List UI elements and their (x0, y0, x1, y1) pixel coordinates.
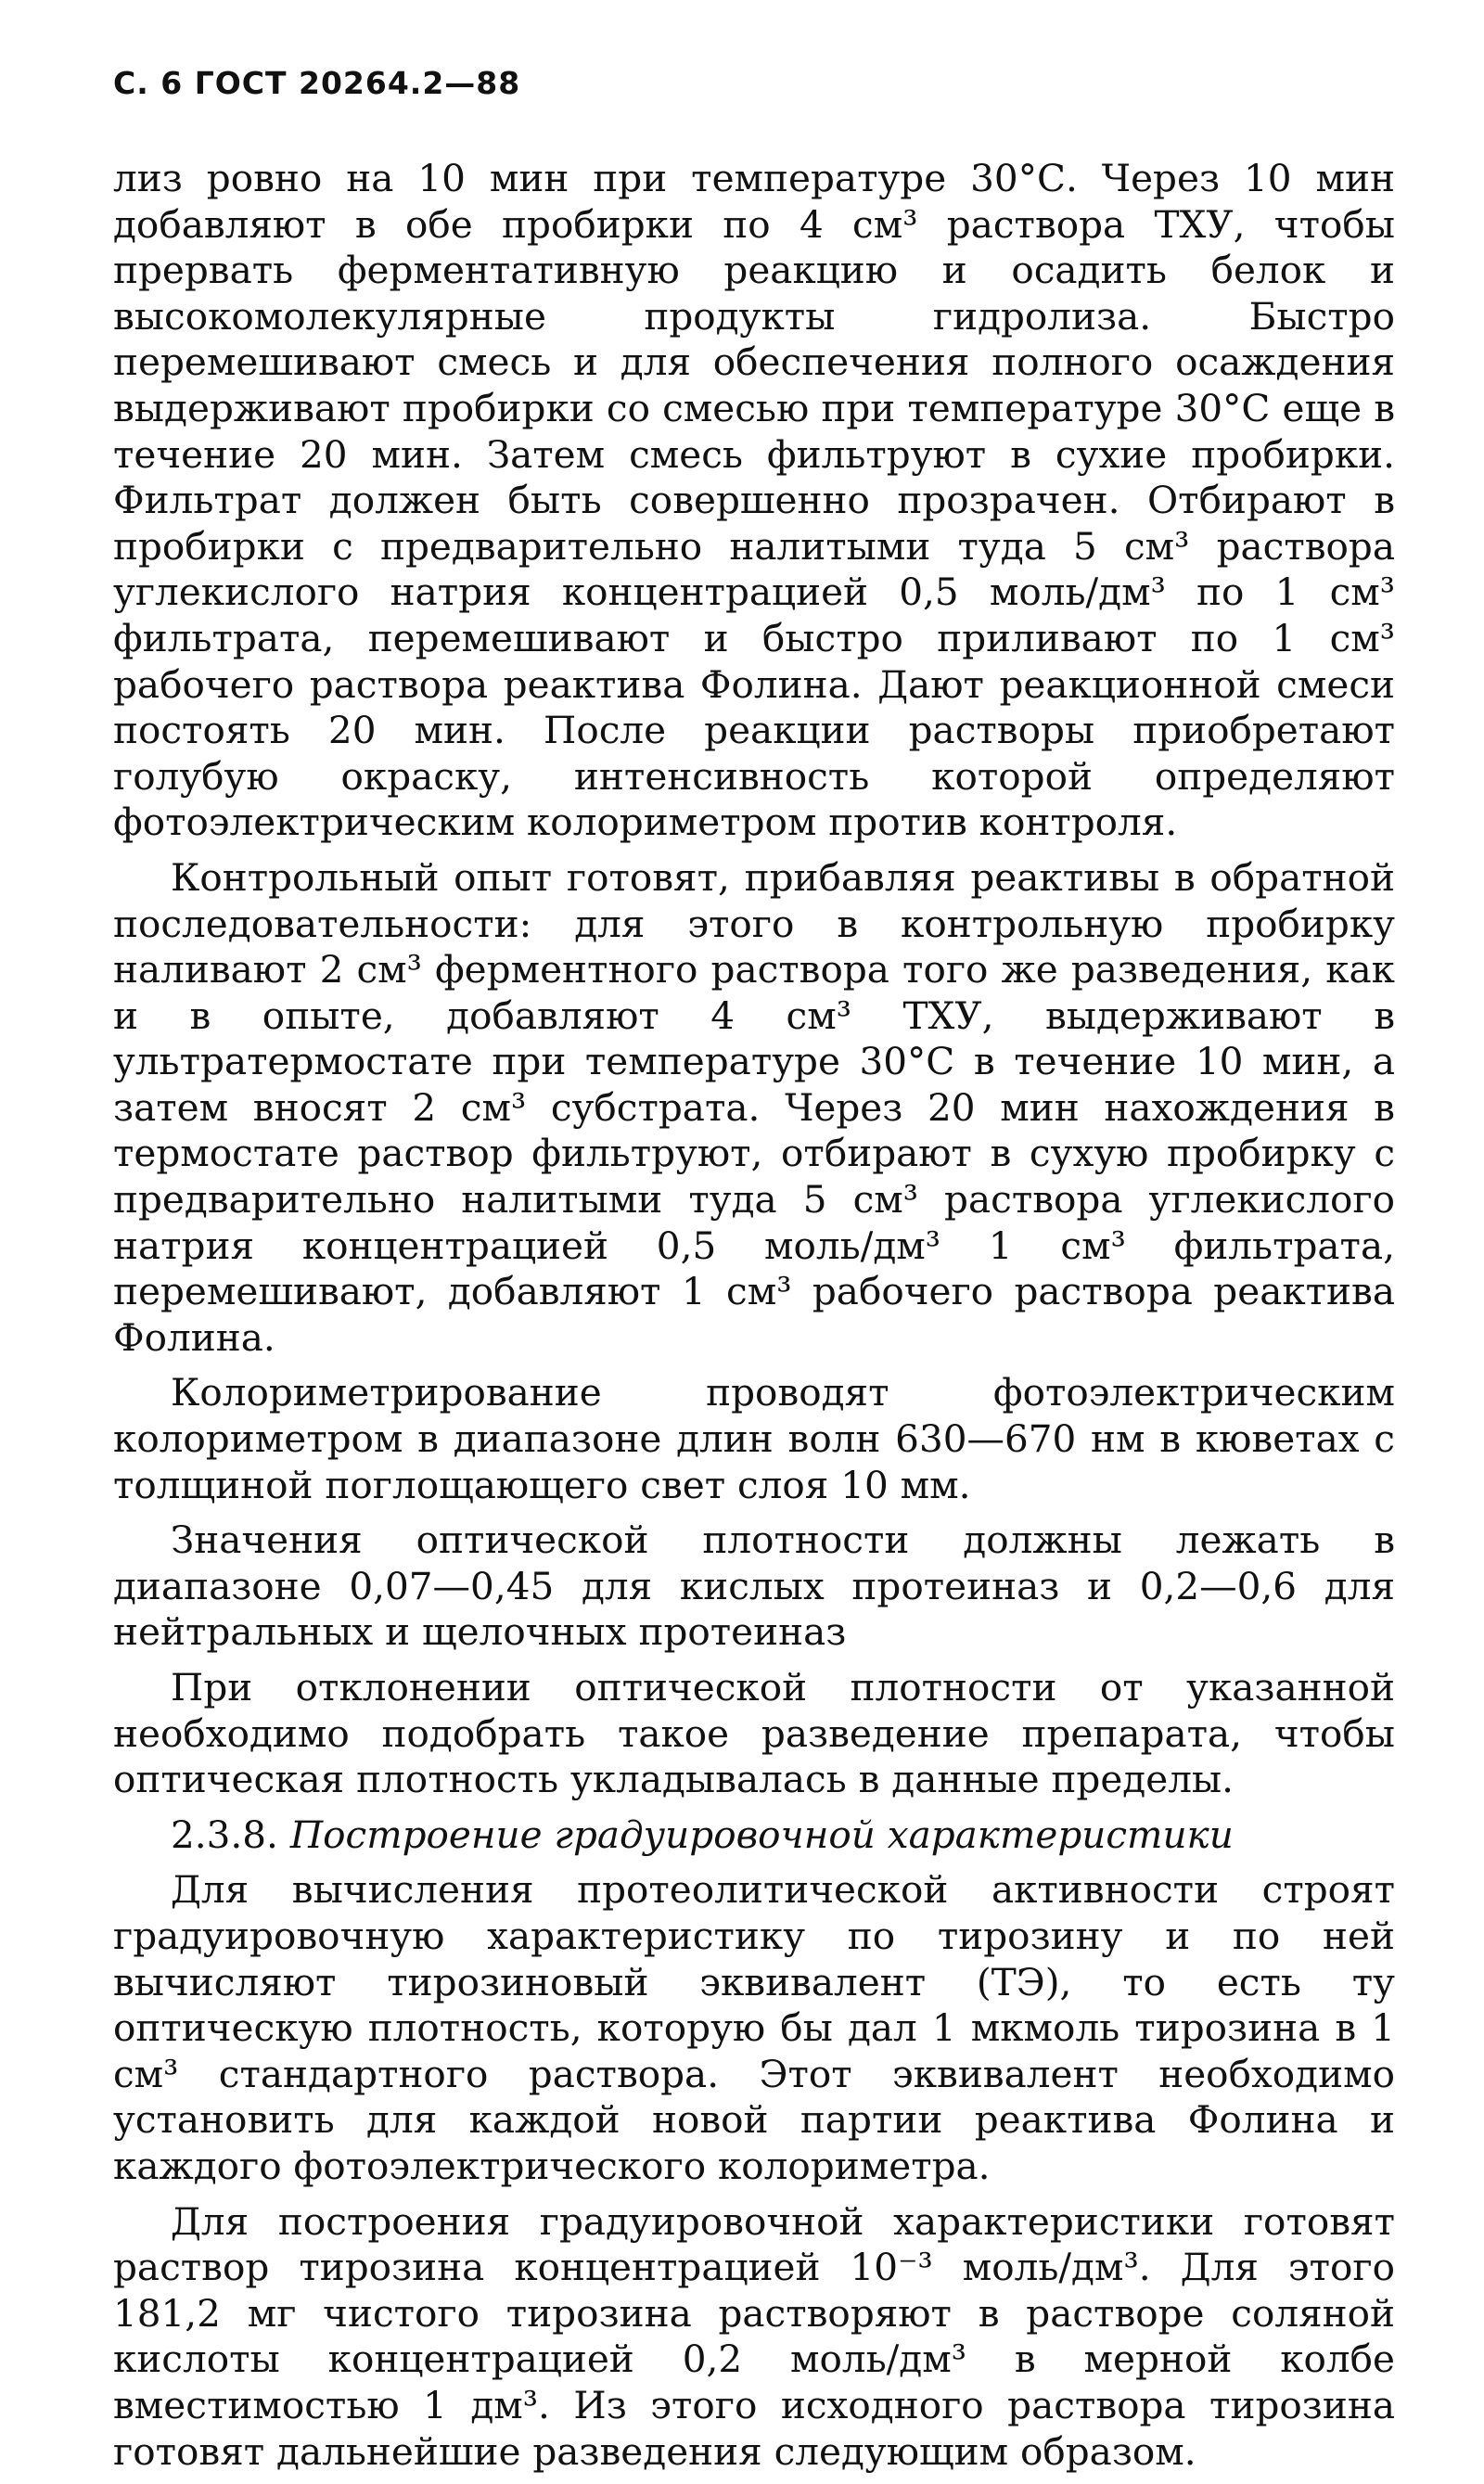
section-title: Построение градуировочной характеристики (289, 1812, 1234, 1857)
paragraph-7: Для построения градуировочной характеристики готовят раствор тирозина концентрацией 10⁻³ моль/дм³. Для этого 181,2 мг чистого тирозина растворяют в растворе соляной кислоты концентрацией 0,2 моль/дм³ в мерной колбе вместимостью 1 дм³. Из этого исходного раствора тирозина готовят дальнейшие разведения следующим образом. (113, 2198, 1395, 2474)
section-number: 2.3.8. (171, 1812, 278, 1857)
paragraph-3: Колориметрирование проводят фотоэлектрическим колориметром в диапазоне длин волн 630—670 нм в кюветах с толщиной поглощающего свет слоя 10 мм. (113, 1370, 1395, 1507)
section-heading (113, 1812, 1395, 1859)
paragraph-4: Значения оптической плотности должны лежать в диапазоне 0,07—0,45 для кислых протеиназ и 0,2—0,6 для нейтральных и щелочных протеиназ (113, 1517, 1395, 1655)
paragraph-1: лиз ровно на 10 мин при температуре 30°С. Через 10 мин добавляют в обе пробирки по 4 см³ раствора ТХУ, чтобы прервать ферментативную реакцию и осадить белок и высокомолекулярные продукты гидролиза. Быстро перемешивают смесь и для обеспечения полного осаждения выдерживают пробирки со смесью при температуре 30°С еще в течение 20 мин. Затем смесь фильтруют в сухие пробирки. Фильтрат должен быть совершенно прозрачен. Отбирают в пробирки с предварительно налитыми туда 5 см³ раствора углекислого натрия концентрацией 0,5 моль/дм³ по 1 см³ фильтрата, перемешивают и быстро приливают по 1 см³ рабочего раствора реактива Фолина. Дают реакционной смеси постоять 20 мин. После реакции растворы приобретают голубую окраску, интенсивность которой определяют фотоэлектрическим колориметром против контроля. (113, 156, 1395, 845)
document-body (113, 156, 1395, 2484)
page-header: С. 6 ГОСТ 20264.2—88 (113, 65, 521, 101)
paragraph-6: Для вычисления протеолитической активности строят градуировочную характеристику по тирозину и по ней вычисляют тирозиновый эквивалент (ТЭ), то есть ту оптическую плотность, которую бы дал 1 мкмоль тирозина в 1 см³ стандартного раствора. Этот эквивалент необходимо установить для каждой новой партии реактива Фолина и каждого фотоэлектрического колориметра. (113, 1867, 1395, 2188)
paragraph-5: При отклонении оптической плотности от указанной необходимо подобрать такое разведение препарата, чтобы оптическая плотность укладывалась в данные пределы. (113, 1665, 1395, 1802)
paragraph-2: Контрольный опыт готовят, прибавляя реактивы в обратной последовательности: для этого в контрольную пробирку наливают 2 см³ ферментного раствора того же разведения, как и в опыте, добавляют 4 см³ ТХУ, выдерживают в ультратермостате при температуре 30°С в течение 10 мин, а затем вносят 2 см³ субстрата. Через 20 мин нахождения в термостате раствор фильтруют, отбирают в сухую пробирку с предварительно налитыми туда 5 см³ раствора углекислого натрия концентрацией 0,5 моль/дм³ 1 см³ фильтрата, перемешивают, добавляют 1 см³ рабочего раствора реактива Фолина. (113, 854, 1395, 1360)
